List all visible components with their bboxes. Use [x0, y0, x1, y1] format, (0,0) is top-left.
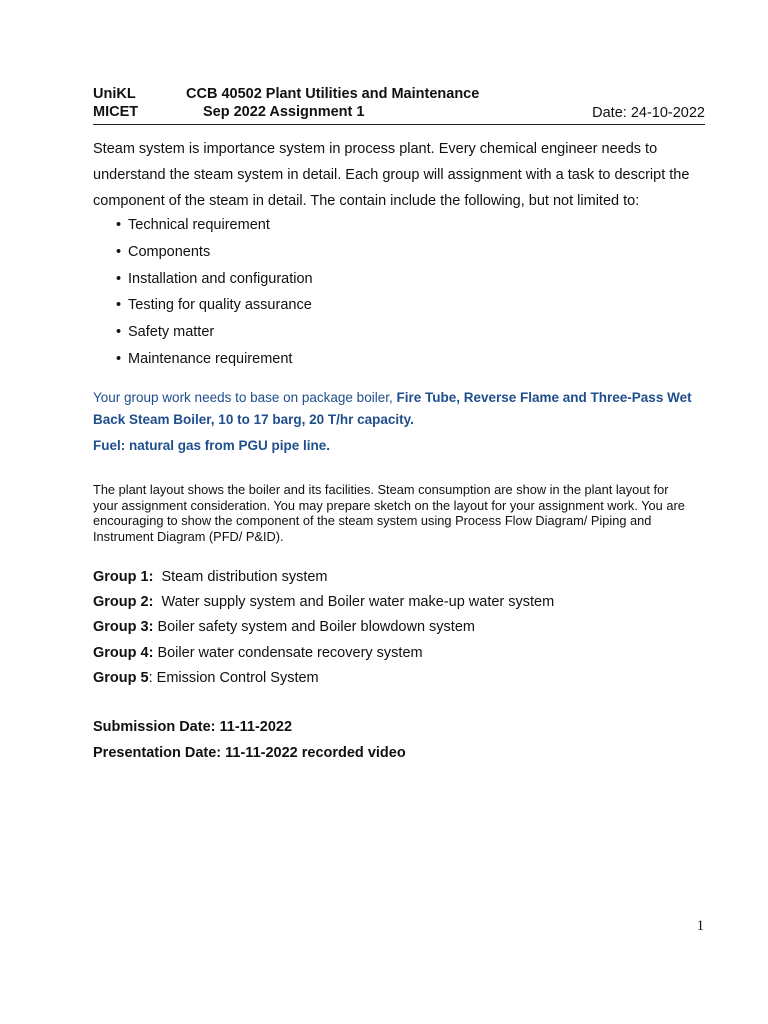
fuel-line: Fuel: natural gas from PGU pipe line. [93, 438, 331, 453]
assignment-title: Sep 2022 Assignment 1 [203, 104, 365, 120]
group-task: Steam distribution system [153, 569, 328, 585]
list-item: • Maintenance requirement [116, 346, 313, 373]
group-item [93, 667, 554, 692]
group-task: Boiler water condensate recovery system [153, 644, 423, 661]
group-item [93, 566, 554, 591]
group-label: Group 4: [93, 644, 154, 661]
bullet-icon: • [116, 350, 122, 367]
bullet-icon: • [116, 270, 122, 287]
task-prefix: Your group work needs to base on package boiler, [93, 390, 397, 405]
page-number: 1 [696, 918, 704, 934]
group-task: Boiler safety system and Boiler blowdown system [153, 619, 475, 636]
list-item: • Safety matter [116, 319, 313, 346]
list-item: • Technical requirement [116, 212, 313, 239]
bullet-icon: • [116, 243, 122, 260]
layout-paragraph: The plant layout shows the boiler and its facilities. Steam consumption are show in the plant layout for your assignment consideration. You may prepare sketch on the layout for your assignment work. You are encouraging to show the component of the steam system using Process Flow Diagram/ Piping and Instrument Diagram (PFD/ P&ID). [93, 482, 685, 544]
assignment-date: Date: 24-10-2022 [592, 105, 705, 121]
boiler-spec: Fire Tube, Reverse Flame and Three-Pass Wet Back Steam Boiler, 10 to 17 barg, 20 T/hr capacity. [93, 390, 692, 427]
group-task: : Emission Control System [148, 669, 319, 686]
group-item [93, 591, 554, 616]
group-item [93, 616, 554, 641]
header-divider [93, 124, 705, 125]
list-item: • Testing for quality assurance [116, 292, 313, 319]
bullet-icon: • [116, 217, 122, 233]
group-item [93, 642, 554, 667]
group-task: Water supply system and Boiler water make-up water system [153, 594, 555, 611]
intro-paragraph: Steam system is importance system in process plant. Every chemical engineer needs to understand the steam system in detail. Each group will assignment with a task to descript the component of the steam in detail. The contain include the following, but not limited to: [93, 141, 690, 209]
group-label: Group 5 [93, 669, 149, 686]
group-list [93, 566, 554, 692]
content-requirements-list [116, 212, 313, 373]
presentation-date: Presentation Date: 11-11-2022 recorded video [93, 745, 406, 761]
course-title: CCB 40502 Plant Utilities and Maintenance [186, 86, 480, 102]
task-paragraph [93, 387, 713, 431]
bullet-icon: • [116, 324, 122, 341]
bullet-icon: • [116, 297, 122, 314]
org-institute: MICET [93, 104, 139, 120]
list-item: • Components [116, 239, 313, 266]
group-label: Group 2: [93, 594, 154, 611]
group-label: Group 1: [93, 569, 154, 585]
header-row-1 [93, 86, 705, 106]
list-item: • Installation and configuration [116, 266, 313, 293]
dates-block [93, 716, 406, 768]
header-row-2 [93, 104, 705, 124]
org-name: UniKL [93, 86, 136, 102]
submission-date: Submission Date: 11-11-2022 [93, 719, 293, 735]
group-label: Group 3: [93, 619, 154, 636]
